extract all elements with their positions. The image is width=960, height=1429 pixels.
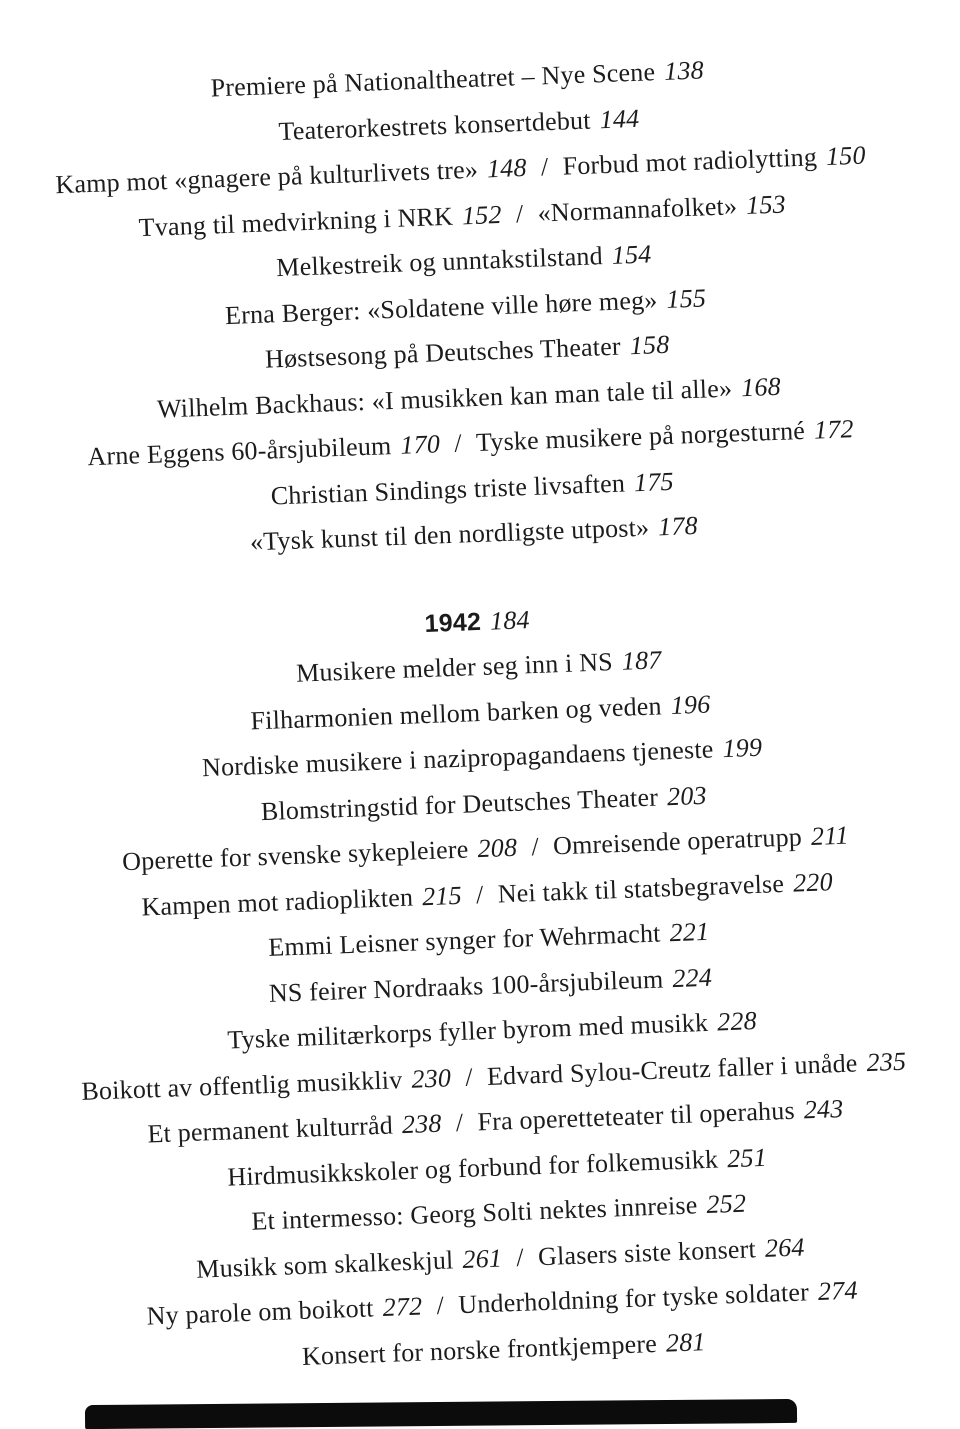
chapter-title: Tyske militærkorps fyller byrom med musikk (226, 1007, 709, 1055)
chapter-title: «Tysk kunst til den nordligste utpost» (249, 512, 650, 557)
page-number: 144 (599, 103, 640, 134)
page-number: 221 (669, 916, 710, 948)
chapter-title: Konsert for norske frontkjempere (301, 1328, 658, 1371)
chapter-title: Musikere melder seg inn i NS (295, 647, 614, 688)
chapter-title: Premiere på Nationaltheatret – Nye Scene (210, 57, 656, 103)
chapter-title: Teaterorkestrets konsertdebut (277, 105, 592, 146)
page-number: 251 (726, 1142, 768, 1173)
chapter-title: Filharmonien mellom barken og veden (250, 690, 663, 735)
chapter-title: Arne Eggens 60-årsjubileum (86, 431, 392, 472)
separator: / (436, 1290, 445, 1320)
chapter-title: Christian Sindings triste livsaften (270, 468, 626, 511)
separator: / (464, 1062, 474, 1092)
page-number: 148 (486, 152, 528, 184)
page-number: 203 (666, 780, 708, 811)
separator: / (455, 1107, 464, 1138)
page-number: 243 (803, 1093, 844, 1125)
page-number: 211 (810, 820, 850, 851)
chapter-title: Omreisende operatrupp (552, 822, 803, 861)
chapter-title: Emmi Leisner synger for Wehrmacht (267, 918, 662, 962)
page-number: 208 (476, 832, 518, 864)
chapter-title: Forbud mot radiolytting (562, 142, 818, 181)
chapter-title: NS feirer Nordraaks 100-årsjubileum (268, 963, 664, 1008)
page-number: 228 (716, 1006, 758, 1037)
page-number: 224 (671, 962, 713, 993)
chapter-title: Edvard Sylou-Creutz faller i unåde (486, 1047, 858, 1091)
chapter-title: Blomstringstid for Deutsches Theater (260, 782, 659, 826)
page-number: 230 (410, 1062, 452, 1094)
page-number: 150 (825, 140, 867, 171)
chapter-title: Kamp mot «gnagere på kulturlivets tre» (54, 154, 479, 200)
chapter-title: Boikott av offentlig musikkliv (80, 1064, 403, 1106)
chapter-title: Nei takk til statsbegravelse (497, 868, 785, 908)
page-number: 274 (817, 1275, 859, 1307)
chapter-title: «Normannafolket» (537, 190, 738, 228)
chapter-title: Melkestreik og unntakstilstand (275, 241, 604, 283)
page-number: 172 (813, 414, 855, 445)
chapter-title: Kampen mot radioplikten (140, 882, 414, 922)
page-number: 272 (382, 1291, 423, 1322)
chapter-title: Tyske musikere på norgesturné (475, 415, 806, 457)
chapter-title: Underholdning for tyske soldater (457, 1277, 810, 1320)
chapter-title: Ny parole om boikott (146, 1293, 375, 1331)
page-number: 196 (670, 689, 711, 720)
page-number: 170 (399, 429, 441, 460)
page-number: 175 (633, 466, 675, 497)
page-number: 220 (792, 866, 834, 898)
chapter-title: Operette for svenske sykepleiere (121, 834, 469, 877)
page-number: 281 (665, 1326, 707, 1358)
chapter-title: Wilhelm Backhaus: «I musikken kan man tale til alle» (156, 373, 733, 424)
chapter-title: Nordiske musikere i nazipropagandaens tjeneste (201, 734, 714, 783)
page-number: 261 (461, 1243, 503, 1274)
chapter-title: Fra operetteteater til operahus (477, 1095, 796, 1137)
chapter-title: Glasers siste konsert (537, 1233, 757, 1271)
separator: / (530, 831, 540, 862)
page-number: 264 (764, 1231, 806, 1263)
separator: / (515, 198, 524, 228)
page-number: 152 (461, 199, 503, 230)
page-number: 199 (722, 732, 763, 764)
page-number: 238 (401, 1108, 443, 1140)
page-number: 184 (489, 604, 531, 636)
chapter-title: Erna Berger: «Soldatene ville høre meg» (224, 284, 658, 330)
page-number: 168 (740, 371, 782, 402)
separator: / (475, 879, 485, 909)
separator: / (515, 1242, 525, 1272)
chapter-title: Et permanent kulturråd (146, 1110, 394, 1149)
chapter-title: Tvang til medvirkning i NRK (138, 201, 454, 242)
separator: / (540, 152, 549, 182)
year-heading: 1942 (424, 607, 482, 638)
page-number: 235 (866, 1046, 907, 1077)
page-number: 154 (611, 239, 652, 270)
chapter-title: Høstsesong på Deutsches Theater (264, 331, 622, 374)
page-number: 158 (629, 329, 670, 361)
scan-edge-artifact (85, 1399, 797, 1429)
chapter-title: Musikk som skalkeskjul (195, 1244, 454, 1284)
page-number: 178 (657, 510, 699, 542)
page-number: 155 (665, 282, 707, 314)
separator: / (453, 428, 463, 458)
chapter-title: Et intermesso: Georg Solti nektes innreise (250, 1190, 698, 1236)
chapter-title: Hirdmusikkskoler og forbund for folkemusikk (226, 1144, 719, 1192)
page-number: 138 (663, 55, 705, 86)
page-number: 215 (421, 880, 463, 911)
page-number: 153 (745, 188, 787, 220)
page-number: 187 (621, 645, 662, 676)
page-number: 252 (705, 1188, 747, 1220)
